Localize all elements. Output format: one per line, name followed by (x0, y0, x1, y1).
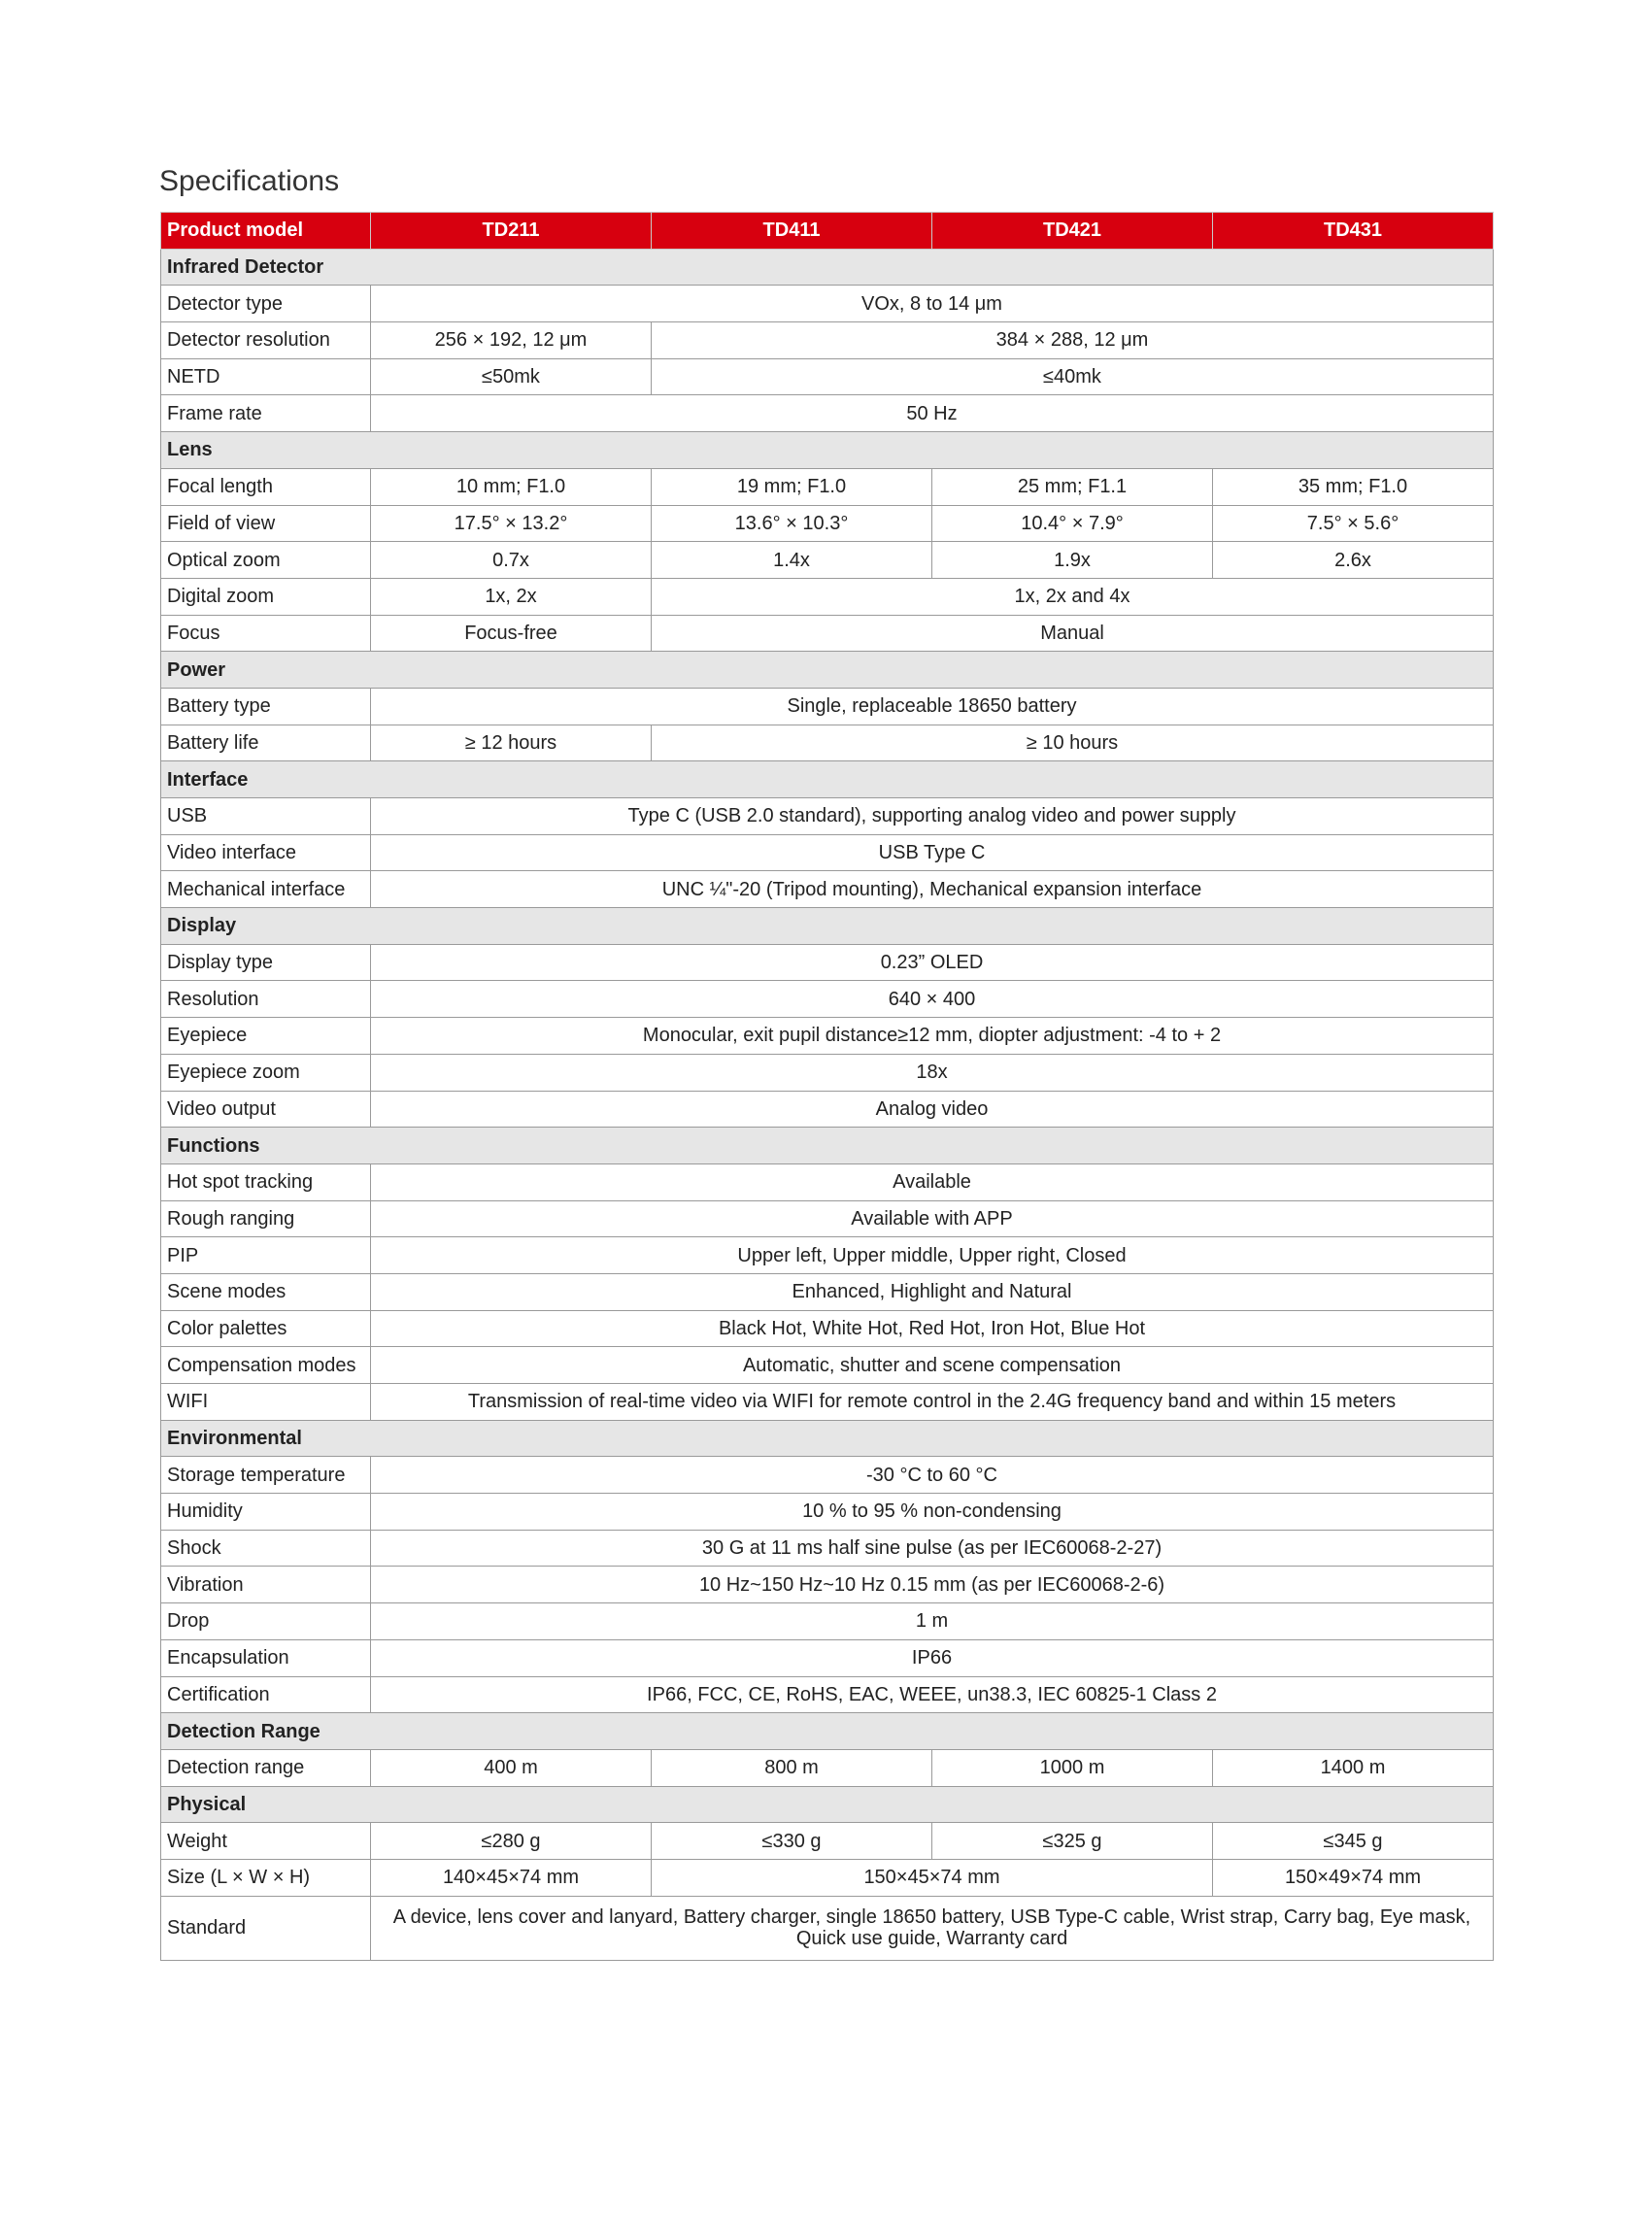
row-value: UNC ¼"-20 (Tripod mounting), Mechanical expansion interface (371, 871, 1494, 908)
row-value-td211: ≤50mk (371, 358, 652, 395)
row-label: Video output (161, 1091, 371, 1128)
row-value: Monocular, exit pupil distance≥12 mm, diopter adjustment: -4 to + 2 (371, 1018, 1494, 1055)
row-value-td431: 7.5° × 5.6° (1213, 505, 1494, 542)
row-hot-spot-tracking (161, 1163, 1494, 1200)
row-label: Rough ranging (161, 1200, 371, 1237)
row-pip (161, 1237, 1494, 1274)
section-detection-range (161, 1713, 1494, 1750)
row-value-td211: Focus-free (371, 615, 652, 652)
row-rough-ranging (161, 1200, 1494, 1237)
row-standard (161, 1896, 1494, 1960)
row-label: Field of view (161, 505, 371, 542)
row-value-td431: 2.6x (1213, 542, 1494, 579)
row-value: 10 % to 95 % non-condensing (371, 1494, 1494, 1531)
section-title: Environmental (161, 1420, 1494, 1457)
row-label: NETD (161, 358, 371, 395)
row-value-td431: ≤345 g (1213, 1823, 1494, 1860)
row-value-others: 384 × 288, 12 μm (652, 322, 1494, 359)
row-value: Type C (USB 2.0 standard), supporting analog video and power supply (371, 798, 1494, 835)
row-value: Available (371, 1163, 1494, 1200)
row-netd (161, 358, 1494, 395)
row-detection-range (161, 1749, 1494, 1786)
row-value: Available with APP (371, 1200, 1494, 1237)
row-resolution (161, 981, 1494, 1018)
row-wifi (161, 1384, 1494, 1421)
row-value-td211: 17.5° × 13.2° (371, 505, 652, 542)
row-vibration (161, 1567, 1494, 1603)
row-value: Automatic, shutter and scene compensation (371, 1347, 1494, 1384)
row-value-td421: 25 mm; F1.1 (932, 468, 1213, 505)
row-humidity (161, 1494, 1494, 1531)
row-value-td211: 400 m (371, 1749, 652, 1786)
section-title: Interface (161, 761, 1494, 798)
row-video-interface (161, 834, 1494, 871)
row-value: 10 Hz~150 Hz~10 Hz 0.15 mm (as per IEC60068-2-6) (371, 1567, 1494, 1603)
row-value-td421: ≤325 g (932, 1823, 1213, 1860)
row-value-td211: 140×45×74 mm (371, 1859, 652, 1896)
row-value: 0.23” OLED (371, 944, 1494, 981)
section-title: Lens (161, 432, 1494, 469)
header-product-model: Product model (161, 213, 371, 250)
row-eyepiece (161, 1018, 1494, 1055)
row-video-output (161, 1091, 1494, 1128)
row-value-others: ≤40mk (652, 358, 1494, 395)
row-label: Encapsulation (161, 1639, 371, 1676)
row-field-of-view (161, 505, 1494, 542)
row-value-td411: 13.6° × 10.3° (652, 505, 932, 542)
row-usb (161, 798, 1494, 835)
row-size (161, 1859, 1494, 1896)
header-row (161, 213, 1494, 250)
row-battery-type (161, 688, 1494, 725)
row-eyepiece-zoom (161, 1054, 1494, 1091)
row-value-td431: 35 mm; F1.0 (1213, 468, 1494, 505)
row-detector-resolution (161, 322, 1494, 359)
row-value: A device, lens cover and lanyard, Battery charger, single 18650 battery, USB Type-C cable, Wrist strap, Carry bag, Eye mask, Quick use guide, Warranty card (371, 1896, 1494, 1960)
row-label: Video interface (161, 834, 371, 871)
row-label: Focus (161, 615, 371, 652)
section-display (161, 908, 1494, 945)
row-label: Eyepiece zoom (161, 1054, 371, 1091)
section-functions (161, 1128, 1494, 1164)
row-value-td431: 150×49×74 mm (1213, 1859, 1494, 1896)
section-power (161, 652, 1494, 689)
row-value-td211: 0.7x (371, 542, 652, 579)
row-label: Detector resolution (161, 322, 371, 359)
row-value-td211: ≤280 g (371, 1823, 652, 1860)
row-value: Black Hot, White Hot, Red Hot, Iron Hot, Blue Hot (371, 1310, 1494, 1347)
row-frame-rate (161, 395, 1494, 432)
row-compensation-modes (161, 1347, 1494, 1384)
row-label: Optical zoom (161, 542, 371, 579)
row-value: Analog video (371, 1091, 1494, 1128)
section-title: Infrared Detector (161, 249, 1494, 286)
row-display-type (161, 944, 1494, 981)
row-label: PIP (161, 1237, 371, 1274)
section-title: Physical (161, 1786, 1494, 1823)
row-value-others: 1x, 2x and 4x (652, 578, 1494, 615)
row-value: 18x (371, 1054, 1494, 1091)
row-value: Upper left, Upper middle, Upper right, Closed (371, 1237, 1494, 1274)
row-value: Transmission of real-time video via WIFI for remote control in the 2.4G frequency band and within 15 meters (371, 1384, 1494, 1421)
row-value: 640 × 400 (371, 981, 1494, 1018)
row-label: Hot spot tracking (161, 1163, 371, 1200)
header-model-td411: TD411 (652, 213, 932, 250)
section-interface (161, 761, 1494, 798)
section-title: Detection Range (161, 1713, 1494, 1750)
row-value-td421: 1.9x (932, 542, 1213, 579)
row-value: 30 G at 11 ms half sine pulse (as per IEC60068-2-27) (371, 1530, 1494, 1567)
section-infrared-detector (161, 249, 1494, 286)
row-value-td211: 256 × 192, 12 μm (371, 322, 652, 359)
row-label: Certification (161, 1676, 371, 1713)
row-shock (161, 1530, 1494, 1567)
header-model-td431: TD431 (1213, 213, 1494, 250)
row-label: Display type (161, 944, 371, 981)
row-value-td411-td421: 150×45×74 mm (652, 1859, 1213, 1896)
row-digital-zoom (161, 578, 1494, 615)
row-value-td421: 10.4° × 7.9° (932, 505, 1213, 542)
row-detector-type (161, 286, 1494, 322)
row-value-td411: 800 m (652, 1749, 932, 1786)
row-value: VOx, 8 to 14 μm (371, 286, 1494, 322)
row-value: USB Type C (371, 834, 1494, 871)
row-value: Single, replaceable 18650 battery (371, 688, 1494, 725)
row-value-td211: 1x, 2x (371, 578, 652, 615)
header-model-td421: TD421 (932, 213, 1213, 250)
row-label: Standard (161, 1896, 371, 1960)
row-value-td421: 1000 m (932, 1749, 1213, 1786)
row-value-td211: ≥ 12 hours (371, 725, 652, 761)
row-label: WIFI (161, 1384, 371, 1421)
row-label: Vibration (161, 1567, 371, 1603)
row-label: Detector type (161, 286, 371, 322)
row-label: Detection range (161, 1749, 371, 1786)
row-value-td211: 10 mm; F1.0 (371, 468, 652, 505)
row-label: Scene modes (161, 1273, 371, 1310)
section-title: Power (161, 652, 1494, 689)
row-battery-life (161, 725, 1494, 761)
row-label: Mechanical interface (161, 871, 371, 908)
row-scene-modes (161, 1273, 1494, 1310)
section-environmental (161, 1420, 1494, 1457)
row-focal-length (161, 468, 1494, 505)
row-label: Storage temperature (161, 1457, 371, 1494)
row-value-td431: 1400 m (1213, 1749, 1494, 1786)
row-label: Battery type (161, 688, 371, 725)
row-label: Weight (161, 1823, 371, 1860)
row-optical-zoom (161, 542, 1494, 579)
row-encapsulation (161, 1639, 1494, 1676)
row-certification (161, 1676, 1494, 1713)
row-label: Shock (161, 1530, 371, 1567)
row-label: USB (161, 798, 371, 835)
row-weight (161, 1823, 1494, 1860)
specifications-table (160, 212, 1494, 1961)
row-value: 1 m (371, 1603, 1494, 1640)
row-label: Resolution (161, 981, 371, 1018)
row-drop (161, 1603, 1494, 1640)
row-label: Size (L × W × H) (161, 1859, 371, 1896)
row-focus (161, 615, 1494, 652)
section-physical (161, 1786, 1494, 1823)
row-value-others: ≥ 10 hours (652, 725, 1494, 761)
row-label: Color palettes (161, 1310, 371, 1347)
row-mechanical-interface (161, 871, 1494, 908)
row-color-palettes (161, 1310, 1494, 1347)
row-label: Focal length (161, 468, 371, 505)
row-storage-temperature (161, 1457, 1494, 1494)
row-value-td411: 1.4x (652, 542, 932, 579)
row-label: Battery life (161, 725, 371, 761)
row-label: Frame rate (161, 395, 371, 432)
row-value: IP66, FCC, CE, RoHS, EAC, WEEE, un38.3, IEC 60825-1 Class 2 (371, 1676, 1494, 1713)
row-value: Enhanced, Highlight and Natural (371, 1273, 1494, 1310)
row-value: 50 Hz (371, 395, 1494, 432)
row-label: Digital zoom (161, 578, 371, 615)
row-value: IP66 (371, 1639, 1494, 1676)
row-label: Humidity (161, 1494, 371, 1531)
row-value-td411: ≤330 g (652, 1823, 932, 1860)
row-value-others: Manual (652, 615, 1494, 652)
row-value-td411: 19 mm; F1.0 (652, 468, 932, 505)
page-title: Specifications (159, 165, 340, 197)
header-model-td211: TD211 (371, 213, 652, 250)
section-title: Functions (161, 1128, 1494, 1164)
row-value: -30 °C to 60 °C (371, 1457, 1494, 1494)
row-label: Drop (161, 1603, 371, 1640)
row-label: Compensation modes (161, 1347, 371, 1384)
section-lens (161, 432, 1494, 469)
row-label: Eyepiece (161, 1018, 371, 1055)
section-title: Display (161, 908, 1494, 945)
